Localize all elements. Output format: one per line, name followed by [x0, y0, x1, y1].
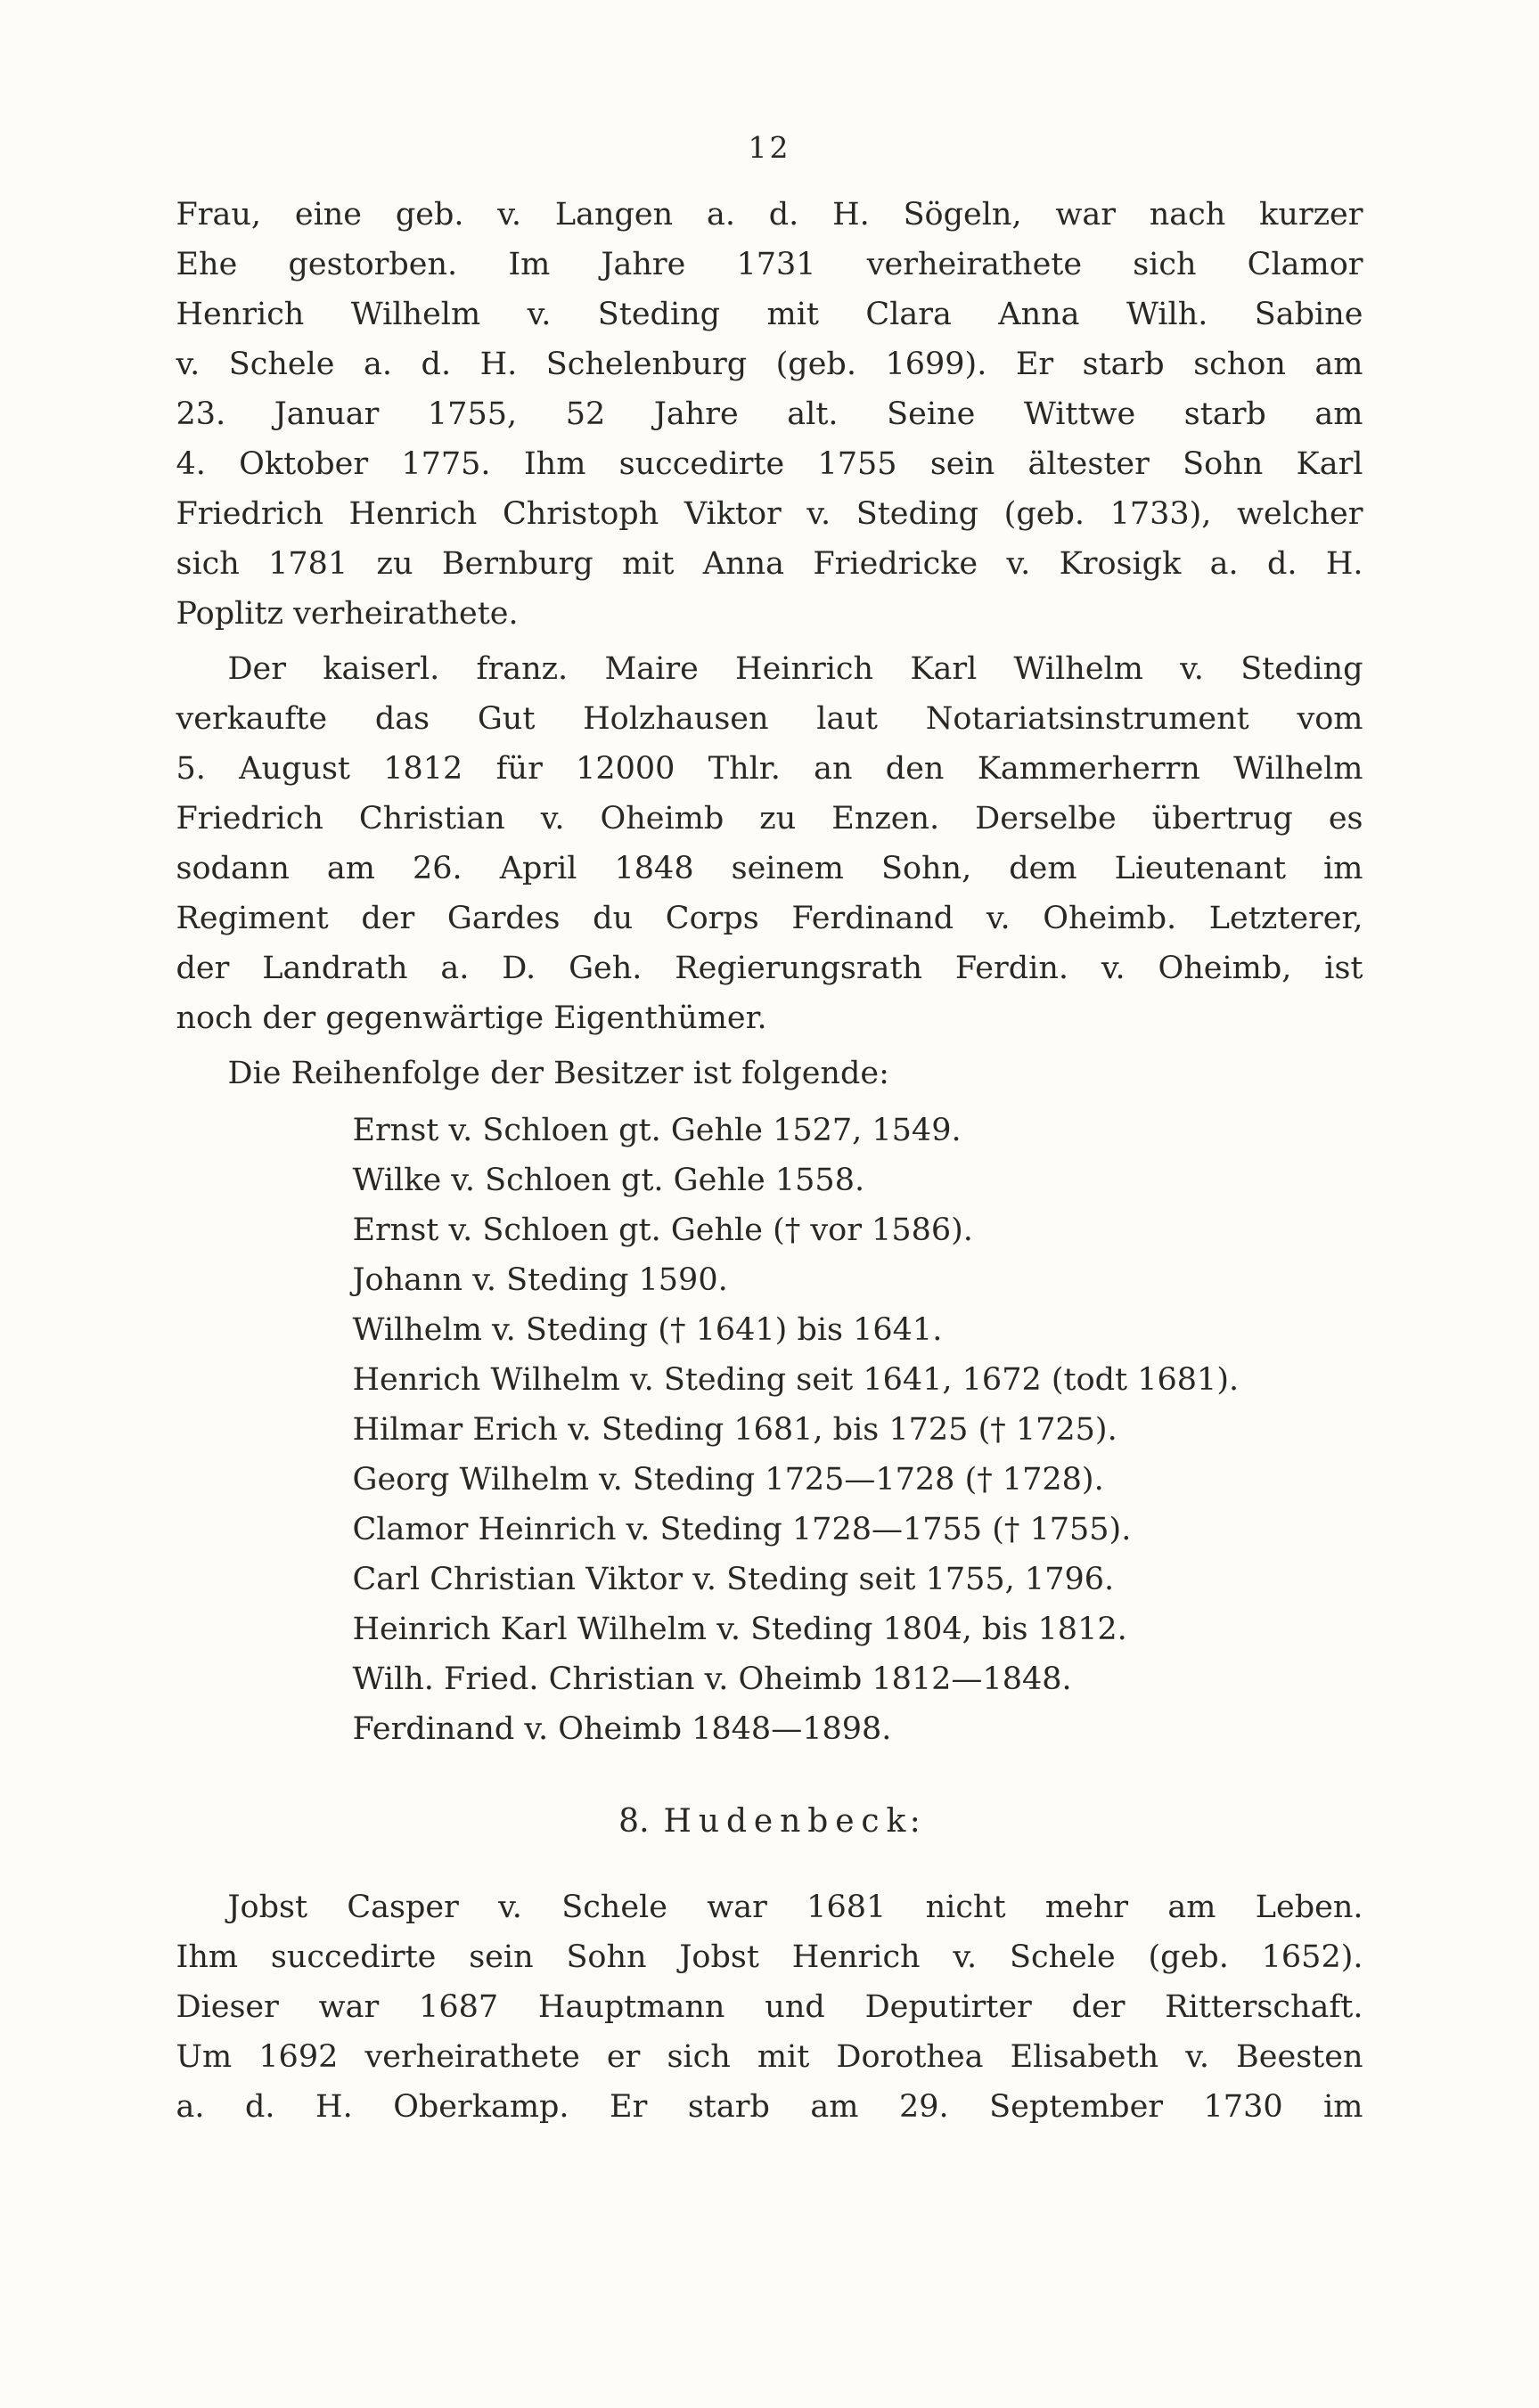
section-number: 8.	[618, 1803, 650, 1840]
text-line: v. Schele a. d. H. Schelenburg (geb. 1699). Er starb schon am	[176, 347, 1363, 382]
text-line: Friedrich Henrich Christoph Viktor v. Steding (geb. 1733), welcher	[176, 496, 1363, 532]
text-line: verkaufte das Gut Holzhausen laut Notariatsinstrument vom	[176, 701, 1363, 737]
owner-list-item: Georg Wilhelm v. Steding 1725—1728 († 1728).	[352, 1462, 1104, 1498]
paragraph	[176, 1882, 1363, 2132]
text-line: Henrich Wilhelm v. Steding mit Clara Anna Wilh. Sabine	[176, 297, 1363, 332]
text-line: Der kaiserl. franz. Maire Heinrich Karl Wilhelm v. Steding	[227, 651, 1363, 687]
section-heading	[176, 1797, 1363, 1847]
owner-list-item: Clamor Heinrich v. Steding 1728—1755 († 1755).	[352, 1512, 1132, 1547]
text-line: Regiment der Gardes du Corps Ferdinand v. Oheimb. Letzterer,	[176, 901, 1363, 936]
section-colon: :	[909, 1803, 921, 1840]
text-line: Die Reihenfolge der Besitzer ist folgende:	[227, 1056, 889, 1091]
text-line: noch der gegenwärtige Eigenthümer.	[176, 1000, 767, 1036]
owner-list-item: Wilke v. Schloen gt. Gehle 1558.	[352, 1163, 865, 1198]
section-title: Hudenbeck	[663, 1803, 913, 1840]
text-line: der Landrath a. D. Geh. Regierungsrath Ferdin. v. Oheimb, ist	[176, 951, 1363, 986]
text-line: Frau, eine geb. v. Langen a. d. H. Sögeln, war nach kurzer	[176, 197, 1363, 233]
owner-list-item: Hilmar Erich v. Steding 1681, bis 1725 († 1725).	[352, 1412, 1117, 1448]
owner-list-item: Johann v. Steding 1590.	[352, 1262, 728, 1298]
owner-list-item: Ferdinand v. Oheimb 1848—1898.	[352, 1711, 892, 1747]
text-line: Ehe gestorben. Im Jahre 1731 verheirathete sich Clamor	[176, 247, 1363, 282]
text-line: 23. Januar 1755, 52 Jahre alt. Seine Wittwe starb am	[176, 396, 1363, 432]
owner-list-item: Wilh. Fried. Christian v. Oheimb 1812—1848.	[352, 1661, 1072, 1697]
paragraph	[176, 190, 1363, 639]
text-line: sodann am 26. April 1848 seinem Sohn, dem Lieutenant im	[176, 851, 1363, 886]
closing-paragraphs	[176, 1882, 1363, 2132]
paragraph	[176, 1049, 1363, 1098]
text-line: Friedrich Christian v. Oheimb zu Enzen. Derselbe übertrug es	[176, 801, 1363, 837]
paragraph	[176, 644, 1363, 1043]
owner-list-item: Ernst v. Schloen gt. Gehle († vor 1586).	[352, 1212, 973, 1248]
owner-list-item: Ernst v. Schloen gt. Gehle 1527, 1549.	[352, 1113, 962, 1148]
text-line: Ihm succedirte sein Sohn Jobst Henrich v. Schele (geb. 1652).	[176, 1939, 1363, 1975]
text-block	[176, 190, 1363, 2132]
owner-list-item: Wilhelm v. Steding († 1641) bis 1641.	[352, 1312, 943, 1348]
body-paragraphs	[176, 190, 1363, 1098]
text-line: Poplitz verheirathete.	[176, 596, 519, 632]
owner-list-item: Carl Christian Viktor v. Steding seit 1755, 1796.	[352, 1562, 1115, 1597]
owners-list	[176, 1106, 1363, 1754]
text-line: a. d. H. Oberkamp. Er starb am 29. September 1730 im	[176, 2089, 1363, 2125]
owner-list-item: Heinrich Karl Wilhelm v. Steding 1804, bis 1812.	[352, 1612, 1127, 1647]
page-number: 12	[748, 130, 791, 165]
owner-list-item: Henrich Wilhelm v. Steding seit 1641, 1672 (todt 1681).	[352, 1362, 1240, 1398]
text-line: Jobst Casper v. Schele war 1681 nicht mehr am Leben.	[227, 1890, 1363, 1925]
text-line: 4. Oktober 1775. Ihm succedirte 1755 sein ältester Sohn Karl	[176, 446, 1363, 482]
text-line: 5. August 1812 für 12000 Thlr. an den Kammerherrn Wilhelm	[176, 751, 1363, 787]
text-line: Um 1692 verheirathete er sich mit Dorothea Elisabeth v. Beesten	[176, 2039, 1363, 2075]
text-line: sich 1781 zu Bernburg mit Anna Friedricke v. Krosigk a. d. H.	[176, 546, 1363, 582]
text-line: Dieser war 1687 Hauptmann und Deputirter der Ritterschaft.	[176, 1989, 1363, 2025]
